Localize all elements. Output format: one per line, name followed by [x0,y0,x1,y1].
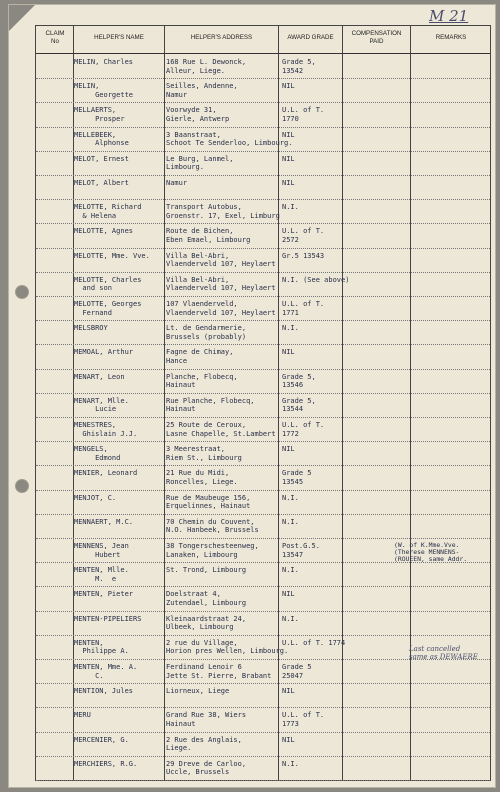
award-grade: U.L. of T. 1771 [282,300,325,317]
helper-address: Namur [166,179,188,187]
table-row [36,563,490,587]
helper-name: MELOT, Albert [74,179,129,187]
helper-address: Seilles, Andenne, Namur [166,82,238,99]
table-row [36,345,490,369]
table-row [36,466,490,490]
table-row [36,321,490,345]
table-row [36,176,490,200]
award-grade: N.I. [282,566,299,575]
award-grade: N.I. [282,493,299,502]
table-row [36,418,490,442]
helper-name: MELLAERTS, Prosper [74,106,125,123]
table-row [36,442,490,466]
helper-name: MERCENIER, G. [74,735,129,744]
table-row [36,55,490,79]
table-row [36,152,490,176]
helper-address: Doelstraat 4, Zutendael, Limbourg [166,590,247,607]
award-grade: U.L. of T. 1772 [282,421,325,438]
header-award-grade: AWARD GRADE [287,34,334,41]
punch-hole [15,479,29,493]
helper-address: Route de Bichen, Eben Emael, Limbourg [166,227,251,244]
table-row [36,103,490,127]
helper-name: MENNENS, Jean Hubert [74,542,129,559]
award-grade: U.L. of T. 1770 [282,106,325,123]
helper-address: 107 Vlaenderveld, Vlaenderveld 107, Heylaert [166,300,276,317]
helper-address: Planche, Flobecq, Hainaut [166,372,238,390]
table-row [36,684,490,708]
helper-name: MELIN, Georgette [74,82,134,99]
award-grade: NIL [282,735,295,744]
helper-address: 168 Rue L. Dewonck, Alleur, Liege. [166,58,247,75]
table-row [36,394,490,418]
punch-hole [15,285,29,299]
header-helpers-name: HELPER'S NAME [94,34,144,41]
award-grade: Grade 5, 13544 [282,396,316,414]
table-row [36,224,490,248]
helper-address: Villa Bel-Abri, Vlaenderveld 107, Heylaert [166,251,276,269]
table-row [36,79,490,103]
award-grade: U.L. of T. 2572 [282,227,325,244]
helper-name: MELOTTE, Richard & Helena [74,203,142,220]
helper-name: MENART, Mlle. Lucie [74,396,129,414]
helper-name: MELOTTE, Charles and son [74,275,142,293]
table-row [36,515,490,539]
award-grade: Grade 5, 13546 [282,372,316,390]
table-header [36,26,490,54]
header-claim-no: CLAIM No [45,30,65,45]
award-grade: NIL [282,687,295,696]
helper-address: Rue Planche, Flobecq, Hainaut [166,396,255,414]
helper-address: Lt. de Gendarmerie, Brussels (probably) [166,324,247,341]
helper-name: MENTEN, Mlle. M. e [74,566,129,583]
helper-address: Villa Bel-Abri, Vlaenderveld 107, Heylaert [166,275,276,293]
helper-address: 38 Tongerschesteenweg, Lanaken, Limbourg [166,542,259,559]
helper-name: MELOTTE, Georges Fernand [74,300,142,317]
table-row [36,587,490,611]
helper-name: MENNAERT, M.C. [74,517,134,526]
helper-name: MELOTTE, Agnes [74,227,134,236]
helper-address: Grand Rue 38, Wiers Hainaut [166,711,247,728]
helper-name: MELIN, Charles [74,58,134,66]
award-grade: Grade 5 25047 [282,663,312,680]
helper-address: Le Burg, Lanmel, Limbourg. [166,154,234,172]
award-grade: Post.G.5. 13547 [282,542,320,559]
helper-name: MELOT, Ernest [74,154,129,163]
award-grade: NIL [282,445,295,454]
helper-address: St. Trond, Limbourg [166,566,247,575]
helper-address: Kleinaardstraat 24, Ulbeek, Limbourg [166,614,247,632]
header-remarks: REMARKS [435,34,467,41]
award-grade: U.L. of T. 1773 [282,711,325,728]
helper-name: MELSBROY [74,324,108,333]
helper-name: MENTEN, Mme. A. C. [74,663,138,680]
award-grade: U.L. of T. 1774 [282,638,346,647]
helper-address: 70 Chemin du Couvent, N.O. Hanbeek, Brussels [166,517,259,535]
helper-name: MENJOT, C. [74,493,117,502]
helper-address: 2 rue du Village, Horion pres Wellen, Limbourg. [166,638,289,656]
handwritten-note: Last cancelled same as DEWAERE [409,645,478,661]
award-grade: NIL [282,130,295,139]
helper-address: Rue de Maubeuge 156, Erquelinnes, Hainaut [166,493,251,511]
helper-address: 29 Dreve de Carloo, Uccle, Brussels [166,759,247,777]
helper-address: 3 Baanstraat, Schoot Te Senderloo, Limbourg. [166,130,293,148]
helper-name: MENIER, Leonard [74,469,138,478]
table-row [36,370,490,394]
helper-name: MENTION, Jules [74,687,134,696]
table-row [36,660,490,684]
helper-name: MENESTRES, Ghislain J.J. [74,421,138,438]
helper-name: MELLEBEEK, Alphonse [74,130,129,148]
award-grade: N.I. [282,324,299,333]
helper-address: 21 Rue du Midi, Roncelles, Liege. [166,469,238,486]
table-row [36,491,490,515]
table-row [36,128,490,152]
award-grade: Grade 5, 13542 [282,58,316,75]
award-grade: NIL [282,179,295,187]
award-grade: NIL [282,154,295,163]
helper-address: Liorneux, Liege [166,687,230,696]
table-row [36,757,490,781]
award-grade: NIL [282,348,295,357]
helper-name: MENTEN-PIPELIERS [74,614,142,623]
claims-table [35,25,491,781]
table-row [36,297,490,321]
helper-name: MEMOAL, Arthur [74,348,134,357]
award-grade: Gr.5 13543 [282,251,325,260]
helper-name: MERU [74,711,91,720]
helper-name: MENART, Leon [74,372,125,381]
table-row [36,200,490,224]
table-row [36,612,490,636]
helper-address: Transport Autobus, Groenstr. 17, Exel, Limburg [166,203,280,220]
table-row [36,249,490,273]
helper-name: MENTEN, Pieter [74,590,134,599]
helper-name: MELOTTE, Mme. Vve. [74,251,150,260]
helper-address: Fagne de Chimay, Hance [166,348,234,365]
award-grade: NIL [282,590,295,599]
header-compensation-paid: COMPENSATION PAID [351,30,402,45]
award-grade: N.I. [282,517,299,526]
helper-name: MENGELS, Edmond [74,445,121,462]
table-row [36,273,490,297]
header-helpers-address: HELPER'S ADDRESS [190,34,253,41]
helper-name: MERCHIERS, R.G. [74,759,138,768]
helper-address: Voorwyde 31, Gierle, Antwerp [166,106,230,123]
helper-address: 25 Route de Ceroux, Lasne Chapelle, St.Lambert [166,421,276,438]
table-row [36,539,490,563]
page-reference: M 21 [429,7,469,25]
award-grade: Grade 5 13545 [282,469,312,486]
helper-address: 3 Meerestraat, Riem St., Limbourg [166,445,242,462]
award-grade: N.I. (See above) [282,275,350,284]
helper-name: MENTEN, Philippe A. [74,638,129,656]
record-sheet [8,4,496,788]
table-row [36,733,490,757]
helper-address: 2 Rue des Anglais, Liege. [166,735,242,753]
award-grade: NIL [282,82,295,91]
folded-corner [9,5,35,31]
award-grade: N.I. [282,203,299,212]
table-row [36,708,490,732]
award-grade: N.I. [282,614,299,623]
helper-address: Ferdinand Lenoir 6 Jette St. Pierre, Brabant [166,663,272,680]
award-grade: N.I. [282,759,299,768]
remarks: (W. of K.Mme.Vve. (Therese MENNENS- (ROUEEN, same Addr. [394,541,468,563]
